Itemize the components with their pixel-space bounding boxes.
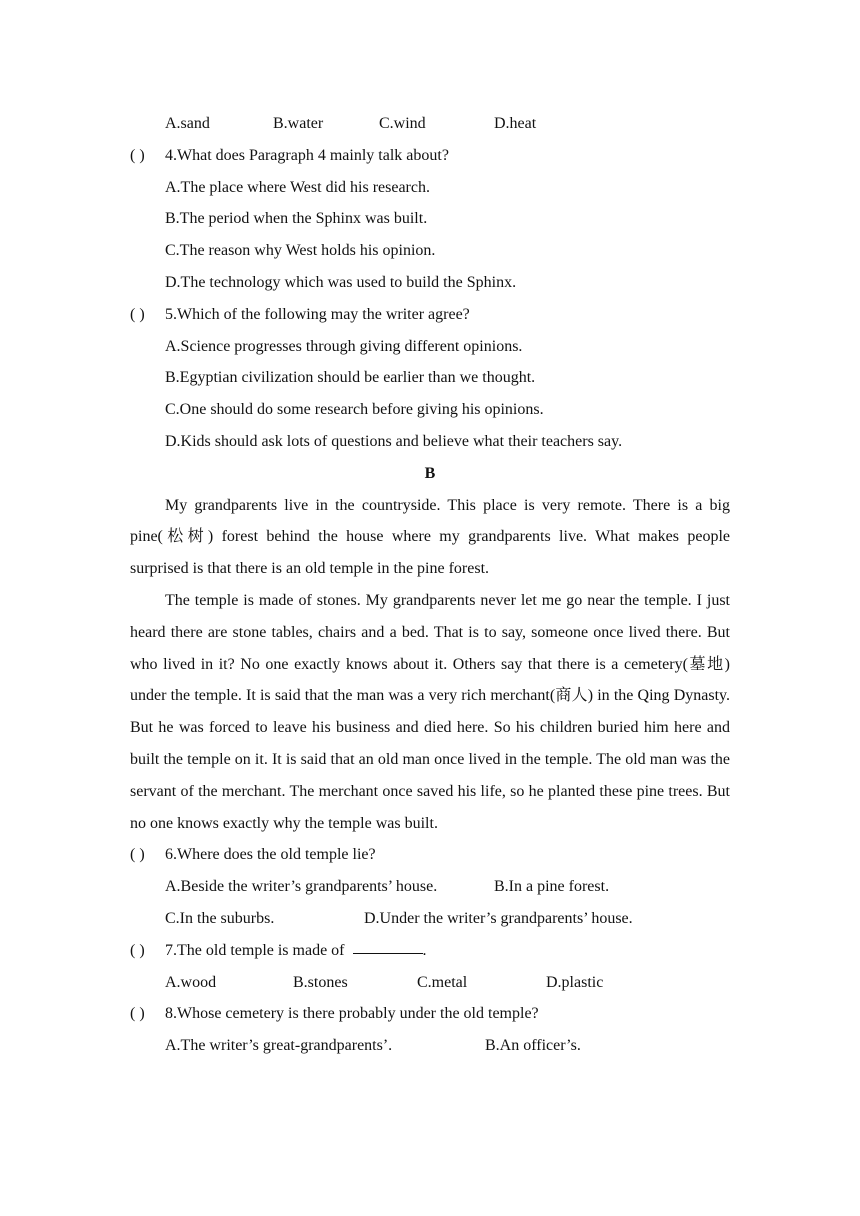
q6-option-b: B.In a pine forest. [494, 878, 610, 896]
q7-option-d: D.plastic [546, 973, 604, 991]
q6-question: 6.Where does the old temple lie? [165, 846, 376, 864]
passage-paragraph-1: My grandparents live in the countryside. This place is very remote. There is a big pine(松树) forest behind the house where my grandparents live. What makes people surprised is that there is an old temple in the pine forest. [130, 496, 730, 578]
q3-option-c: C.wind [379, 115, 426, 132]
q7-answer-paren: ( ) [130, 941, 145, 959]
q8-answer-paren: ( ) [130, 1005, 145, 1023]
q8-option-a: A.The writer’s great-grandparents’. [165, 1037, 393, 1055]
q4-question: 4.What does Paragraph 4 mainly talk about? [165, 146, 449, 164]
q5-option-c: C.One should do some research before giving his opinions. [165, 401, 544, 419]
q5-answer-paren: ( ) [130, 305, 145, 323]
q5-question: 5.Which of the following may the writer agree? [165, 305, 470, 323]
q8-options [130, 1030, 730, 1062]
q5-option-b: B.Egyptian civilization should be earlier than we thought. [165, 369, 536, 387]
q8-option-b: B.An officer’s. [485, 1037, 581, 1055]
q4-option-b: B.The period when the Sphinx was built. [165, 210, 428, 228]
q6-options-row-2 [130, 903, 730, 935]
q3-option-a: A.sand [165, 115, 210, 132]
q7-stem [130, 935, 730, 967]
q6-stem [130, 839, 730, 871]
q4-answer-paren: ( ) [130, 146, 145, 164]
q3-option-d: D.heat [494, 115, 537, 132]
q8-stem [130, 998, 730, 1030]
q7-answer-blank[interactable] [353, 935, 423, 954]
q5-option-a: A.Science progresses through giving different opinions. [165, 337, 523, 355]
q6-option-d: D.Under the writer’s grandparents’ house. [364, 909, 633, 927]
q7-question: 7.The old temple is made of [165, 941, 345, 959]
q5-stem [130, 299, 730, 331]
section-b-heading: B [424, 464, 436, 482]
q5-option-d: D.Kids should ask lots of questions and believe what their teachers say. [165, 432, 623, 450]
passage-paragraph-2: The temple is made of stones. My grandparents never let me go near the temple. I just heard there are stone tables, chairs and a bed. That is to say, someone once lived there. But who lived in it? No one exactly knows about it. Others say that there is a cemetery(墓地) under the temple. It is said that the man was a very rich merchant(商人) in the Qing Dynasty. But he was forced to leave his business and died here. So his children buried him here and built the temple on it. It is said that an old man once lived in the temple. The old man was the servant of the merchant. The merchant once saved his life, so he planted these pine trees. But no one knows exactly why the temple was built. [130, 591, 730, 832]
q8-question: 8.Whose cemetery is there probably under the old temple? [165, 1005, 539, 1023]
q7-question-end: . [422, 941, 427, 959]
q4-option-a: A.The place where West did his research. [165, 178, 430, 196]
q6-option-c: C.In the suburbs. [165, 909, 275, 927]
q7-option-a: A.wood [165, 973, 217, 991]
q4-stem [130, 140, 730, 172]
q3-options [130, 108, 730, 140]
q6-option-a: A.Beside the writer’s grandparents’ house. [165, 878, 438, 896]
q7-option-b: B.stones [293, 973, 348, 991]
q6-answer-paren: ( ) [130, 846, 145, 864]
document-content [130, 108, 730, 1062]
q3-option-b: B.water [273, 115, 324, 132]
q6-options-row-1 [130, 871, 730, 903]
q4-option-d: D.The technology which was used to build the Sphinx. [165, 273, 517, 291]
q7-option-c: C.metal [417, 973, 468, 991]
q4-option-c: C.The reason why West holds his opinion. [165, 242, 436, 260]
q7-options [130, 967, 730, 999]
